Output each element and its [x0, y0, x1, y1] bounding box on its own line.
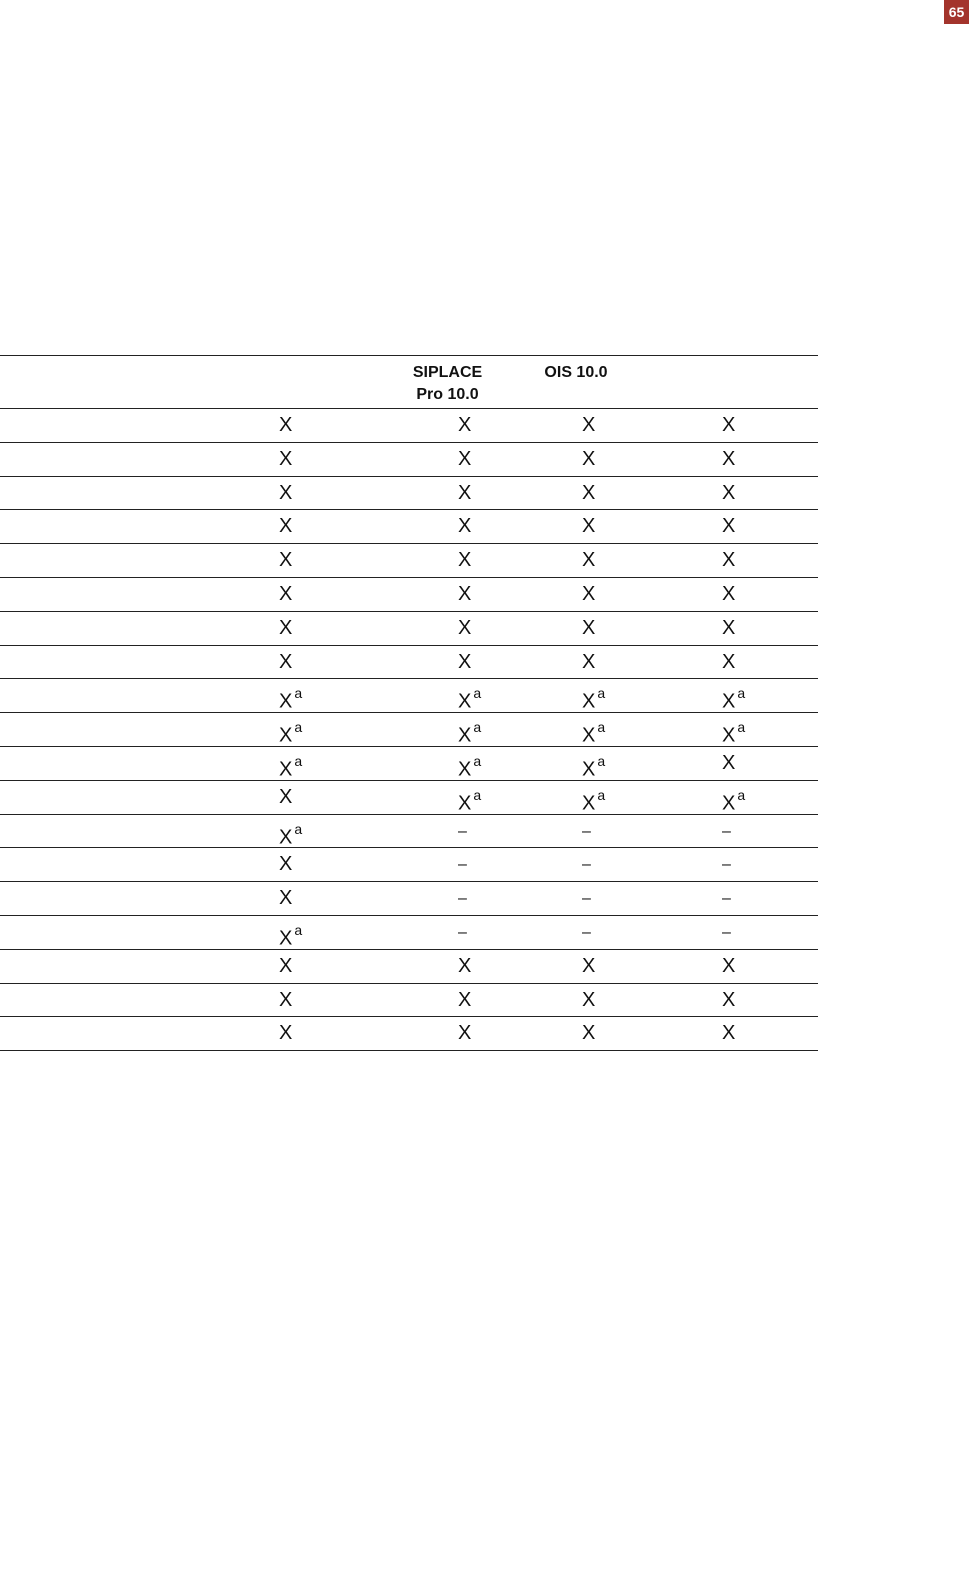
cell-value: X [458, 758, 472, 781]
cell-value: – [458, 856, 467, 874]
table-cell [722, 882, 731, 915]
table-row [0, 950, 818, 984]
cell-value: X [458, 650, 472, 673]
table-body [0, 409, 818, 1051]
table-cell [279, 1017, 292, 1050]
footnote-marker: a [473, 752, 482, 769]
cell-value: X [458, 691, 472, 714]
page-number-badge: 65 [944, 0, 969, 24]
table-cell [279, 848, 292, 881]
table-cell [582, 916, 591, 949]
table-cell [582, 984, 595, 1017]
table-cell [279, 477, 292, 510]
table-row [0, 747, 818, 781]
table-cell [279, 882, 292, 915]
table-row [0, 409, 818, 443]
cell-value: X [458, 582, 472, 605]
table-cell [582, 612, 595, 645]
table-row [0, 544, 818, 578]
table-cell [582, 646, 595, 679]
table-cell [582, 950, 595, 983]
cell-value: X [722, 447, 736, 470]
table-cell [722, 1017, 735, 1050]
footnote-marker: a [737, 685, 746, 702]
cell-value: X [458, 792, 472, 815]
table-cell [582, 815, 591, 848]
table-cell [458, 1017, 471, 1050]
cell-value: X [279, 481, 293, 504]
table-cell [722, 510, 735, 543]
cell-value: X [279, 650, 293, 673]
footnote-marker: a [597, 719, 606, 736]
compatibility-table [0, 355, 818, 1051]
cell-value: X [722, 954, 736, 977]
table-row [0, 848, 818, 882]
cell-value: – [582, 822, 591, 840]
cell-value: X [582, 549, 596, 572]
table-row [0, 477, 818, 511]
table-header [0, 355, 818, 409]
cell-value: X [279, 724, 293, 747]
cell-value: X [582, 582, 596, 605]
table-cell [722, 950, 735, 983]
table-cell [458, 578, 471, 611]
footnote-marker: a [473, 786, 482, 803]
cell-value: X [582, 988, 596, 1011]
header-ois: OIS 10.0 [544, 364, 608, 381]
table-cell [582, 477, 595, 510]
table-cell [722, 848, 731, 881]
table-cell [582, 679, 605, 712]
table-row [0, 815, 818, 849]
cell-value: X [722, 691, 736, 714]
table-row [0, 646, 818, 680]
footnote-marker: a [294, 752, 303, 769]
cell-value: X [582, 414, 596, 436]
table-cell [458, 713, 481, 746]
table-cell [458, 950, 471, 983]
table-cell [279, 578, 292, 611]
cell-value: X [279, 826, 293, 849]
table-cell [279, 815, 302, 848]
footnote-marker: a [597, 786, 606, 803]
table-cell [279, 612, 292, 645]
cell-value: – [458, 822, 467, 840]
table-cell [279, 544, 292, 577]
table-row [0, 443, 818, 477]
table-row [0, 916, 818, 950]
table-cell [458, 646, 471, 679]
cell-value: – [722, 822, 731, 840]
table-cell [582, 443, 595, 476]
table-cell [582, 578, 595, 611]
cell-value: X [458, 481, 472, 504]
table-cell [279, 747, 302, 780]
cell-value: X [582, 481, 596, 504]
table-cell [582, 713, 605, 746]
table-cell [722, 713, 745, 746]
cell-value: X [279, 1022, 293, 1045]
footnote-marker: a [737, 719, 746, 736]
header-siplace-pro: SIPLACE Pro 10.0 [412, 364, 483, 403]
cell-value: X [582, 650, 596, 673]
table-cell [458, 612, 471, 645]
footnote-marker: a [473, 685, 482, 702]
footnote-marker: a [737, 786, 746, 803]
cell-value: – [582, 923, 591, 941]
table-cell [582, 409, 595, 442]
cell-value: X [722, 481, 736, 504]
cell-value: – [722, 856, 731, 874]
footnote-marker: a [294, 921, 303, 938]
cell-value: X [279, 887, 293, 910]
table-cell [722, 781, 745, 814]
table-cell [279, 950, 292, 983]
cell-value: – [458, 890, 467, 908]
cell-value: X [279, 691, 293, 714]
table-cell [458, 409, 471, 442]
footnote-marker: a [597, 685, 606, 702]
table-cell [722, 578, 735, 611]
table-row [0, 578, 818, 612]
cell-value: X [458, 988, 472, 1011]
table-cell [582, 747, 605, 780]
cell-value: X [458, 954, 472, 977]
table-cell [582, 781, 605, 814]
cell-value: X [458, 616, 472, 639]
table-cell [722, 815, 731, 848]
table-cell [722, 646, 735, 679]
table-cell [722, 443, 735, 476]
cell-value: – [722, 890, 731, 908]
table-row [0, 612, 818, 646]
table-cell [582, 848, 591, 881]
cell-value: X [279, 447, 293, 470]
cell-value: X [279, 927, 293, 950]
cell-value: X [722, 792, 736, 815]
cell-value: X [722, 988, 736, 1011]
table-cell [458, 781, 481, 814]
cell-value: X [582, 954, 596, 977]
table-cell [722, 747, 735, 780]
table-cell [458, 916, 467, 949]
cell-value: X [582, 691, 596, 714]
table-cell [458, 544, 471, 577]
table-cell [458, 815, 467, 848]
table-cell [279, 713, 302, 746]
cell-value: X [458, 414, 472, 436]
cell-value: X [582, 1022, 596, 1045]
table-row [0, 984, 818, 1018]
cell-value: X [722, 414, 736, 436]
table-cell [722, 916, 731, 949]
table-cell [582, 544, 595, 577]
cell-value: X [458, 724, 472, 747]
cell-value: X [279, 988, 293, 1011]
cell-value: X [722, 650, 736, 673]
table-cell [279, 510, 292, 543]
table-cell [458, 747, 481, 780]
cell-value: X [582, 447, 596, 470]
cell-value: – [582, 856, 591, 874]
cell-value: X [722, 515, 736, 538]
table-cell [582, 882, 591, 915]
cell-value: X [722, 751, 736, 774]
table-cell [279, 781, 292, 814]
table-cell [722, 612, 735, 645]
cell-value: X [458, 447, 472, 470]
table-cell [722, 409, 735, 442]
cell-value: X [279, 616, 293, 639]
table-cell [458, 848, 467, 881]
table-cell [279, 984, 292, 1017]
table-cell [458, 510, 471, 543]
cell-value: X [582, 724, 596, 747]
table-cell [722, 984, 735, 1017]
cell-value: X [722, 724, 736, 747]
cell-value: X [279, 414, 293, 436]
cell-value: X [582, 758, 596, 781]
table-cell [458, 882, 467, 915]
cell-value: X [722, 616, 736, 639]
cell-value: – [458, 923, 467, 941]
table-cell [582, 1017, 595, 1050]
cell-value: – [722, 923, 731, 941]
cell-value: X [722, 582, 736, 605]
table-cell [722, 679, 745, 712]
cell-value: X [279, 785, 293, 808]
table-row [0, 1017, 818, 1051]
cell-value: X [279, 582, 293, 605]
table-cell [458, 443, 471, 476]
cell-value: X [279, 954, 293, 977]
table-row [0, 781, 818, 815]
cell-value: X [458, 1022, 472, 1045]
footnote-marker: a [294, 820, 303, 837]
table-row [0, 510, 818, 544]
cell-value: X [582, 515, 596, 538]
table-row [0, 713, 818, 747]
cell-value: X [458, 515, 472, 538]
table-cell [458, 477, 471, 510]
cell-value: X [458, 549, 472, 572]
cell-value: – [582, 890, 591, 908]
table-cell [458, 679, 481, 712]
cell-value: X [279, 853, 293, 876]
footnote-marker: a [294, 685, 303, 702]
cell-value: X [582, 792, 596, 815]
table-cell [582, 510, 595, 543]
cell-value: X [722, 549, 736, 572]
table-cell [279, 443, 292, 476]
footnote-marker: a [473, 719, 482, 736]
table-cell [279, 409, 292, 442]
table-cell [279, 646, 292, 679]
table-cell [458, 984, 471, 1017]
cell-value: X [582, 616, 596, 639]
footnote-marker: a [294, 719, 303, 736]
table-cell [279, 916, 302, 949]
table-row [0, 679, 818, 713]
cell-value: X [279, 515, 293, 538]
cell-value: X [279, 549, 293, 572]
cell-value: X [722, 1022, 736, 1045]
table-row [0, 882, 818, 916]
footnote-marker: a [597, 752, 606, 769]
table-cell [722, 544, 735, 577]
table-cell [722, 477, 735, 510]
cell-value: X [279, 758, 293, 781]
table-cell [279, 679, 302, 712]
